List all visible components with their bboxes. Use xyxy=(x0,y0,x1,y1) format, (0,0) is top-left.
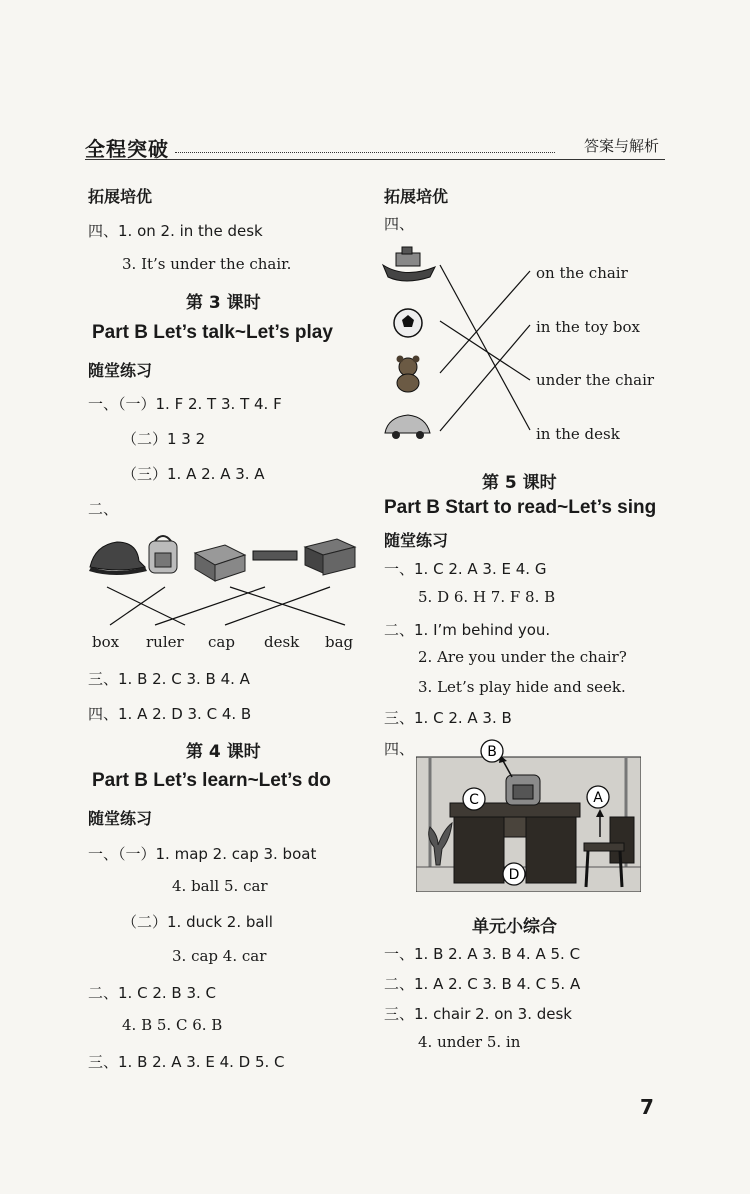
lesson-3-part: Part B Let’s talk~Let’s play xyxy=(92,322,333,343)
lesson-5-title: 第 5 课时 xyxy=(482,473,557,493)
header-section-title: 答案与解析 xyxy=(583,137,659,155)
l4-q3: 三、1. B 2. A 3. E 4. D 5. C xyxy=(88,1053,285,1071)
lesson-4-part: Part B Let’s learn~Let’s do xyxy=(92,770,331,791)
ext-q4-line2: 3. It’s under the chair. xyxy=(122,255,292,273)
unit-summary-title: 单元小综合 xyxy=(472,917,557,937)
l4-q2-2: 4. B 5. C 6. B xyxy=(122,1016,223,1034)
word-desk: desk xyxy=(264,633,300,651)
scene-label-c: C xyxy=(469,792,479,808)
ext-q4-right: 四、 xyxy=(384,215,415,233)
scene-label-a: A xyxy=(593,790,603,806)
match-in-the-desk: in the desk xyxy=(536,425,620,443)
u-q2: 二、1. A 2. C 3. B 4. C 5. A xyxy=(384,975,581,993)
l5-q4-label: 四、 xyxy=(384,740,415,758)
page-number: 7 xyxy=(640,1095,654,1119)
lesson-4-title: 第 4 课时 xyxy=(186,742,261,762)
l3-q4: 四、1. A 2. D 3. C 4. B xyxy=(88,705,252,723)
l4-q2-1: 二、1. C 2. B 3. C xyxy=(88,984,217,1002)
l3-matching-lines xyxy=(85,585,360,630)
l3-q1-3: （三）1. A 2. A 3. A xyxy=(122,465,265,483)
l5-q2-3: 3. Let’s play hide and seek. xyxy=(418,678,626,696)
ruler-icon xyxy=(253,551,297,560)
l4-q1-3: （二）1. duck 2. ball xyxy=(122,913,273,931)
bag-icon xyxy=(149,536,177,573)
l5-q2-2: 2. Are you under the chair? xyxy=(418,648,627,666)
u-q1: 一、1. B 2. A 3. B 4. A 5. C xyxy=(384,945,581,963)
l4-q1-4: 3. cap 4. car xyxy=(172,947,267,965)
header-dotted-line xyxy=(175,152,555,153)
match-in-the-toy-box: in the toy box xyxy=(536,318,640,336)
practice-title-l3: 随堂练习 xyxy=(88,361,153,380)
boat-icon xyxy=(383,247,435,281)
desk-icon xyxy=(305,539,355,575)
cap-icon xyxy=(89,542,147,575)
match-on-the-chair: on the chair xyxy=(536,264,628,282)
box-icon xyxy=(195,545,245,581)
ext-title-right: 拓展培优 xyxy=(384,187,449,206)
word-box: box xyxy=(92,633,120,651)
match-under-the-chair: under the chair xyxy=(536,371,655,389)
l5-q3: 三、1. C 2. A 3. B xyxy=(384,709,512,727)
ext-title-left: 拓展培优 xyxy=(88,187,153,206)
lesson-5-part: Part B Start to read~Let’s sing xyxy=(384,497,657,518)
l5-q2-1: 二、1. I’m behind you. xyxy=(384,621,551,639)
l3-q3: 三、1. B 2. C 3. B 4. A xyxy=(88,670,250,688)
word-cap: cap xyxy=(208,633,235,651)
l5-q1-1: 一、1. C 2. A 3. E 4. G xyxy=(384,560,547,578)
car-icon xyxy=(385,415,430,439)
teddy-bear-icon xyxy=(397,356,420,393)
practice-title-l4: 随堂练习 xyxy=(88,809,153,828)
room-scene-picture xyxy=(416,737,641,892)
l4-q1-2: 4. ball 5. car xyxy=(172,877,268,895)
word-ruler: ruler xyxy=(146,633,184,651)
brand-title: 全程突破 xyxy=(85,137,169,161)
scene-label-b: B xyxy=(487,744,497,760)
ball-icon xyxy=(394,309,422,337)
page-header xyxy=(85,133,665,163)
l3-q1-1: 一、（一）1. F 2. T 3. T 4. F xyxy=(88,395,282,413)
l3-q2-label: 二、 xyxy=(88,500,119,518)
word-bag: bag xyxy=(325,633,354,651)
practice-title-l5: 随堂练习 xyxy=(384,531,449,550)
toy-matching-pictures xyxy=(380,245,540,445)
scene-label-d: D xyxy=(508,867,520,883)
l4-q1-1: 一、（一）1. map 2. cap 3. boat xyxy=(88,845,317,863)
items-pictures xyxy=(85,525,360,585)
header-rule xyxy=(85,159,665,160)
ext-q4-line1: 四、1. on 2. in the desk xyxy=(88,222,263,240)
backpack-icon xyxy=(506,775,540,805)
u-q3-2: 4. under 5. in xyxy=(418,1033,521,1051)
lesson-3-title: 第 3 课时 xyxy=(186,293,261,313)
l3-q1-2: （二）1 3 2 xyxy=(122,430,206,448)
u-q3-1: 三、1. chair 2. on 3. desk xyxy=(384,1005,572,1023)
l5-q1-2: 5. D 6. H 7. F 8. B xyxy=(418,588,556,606)
